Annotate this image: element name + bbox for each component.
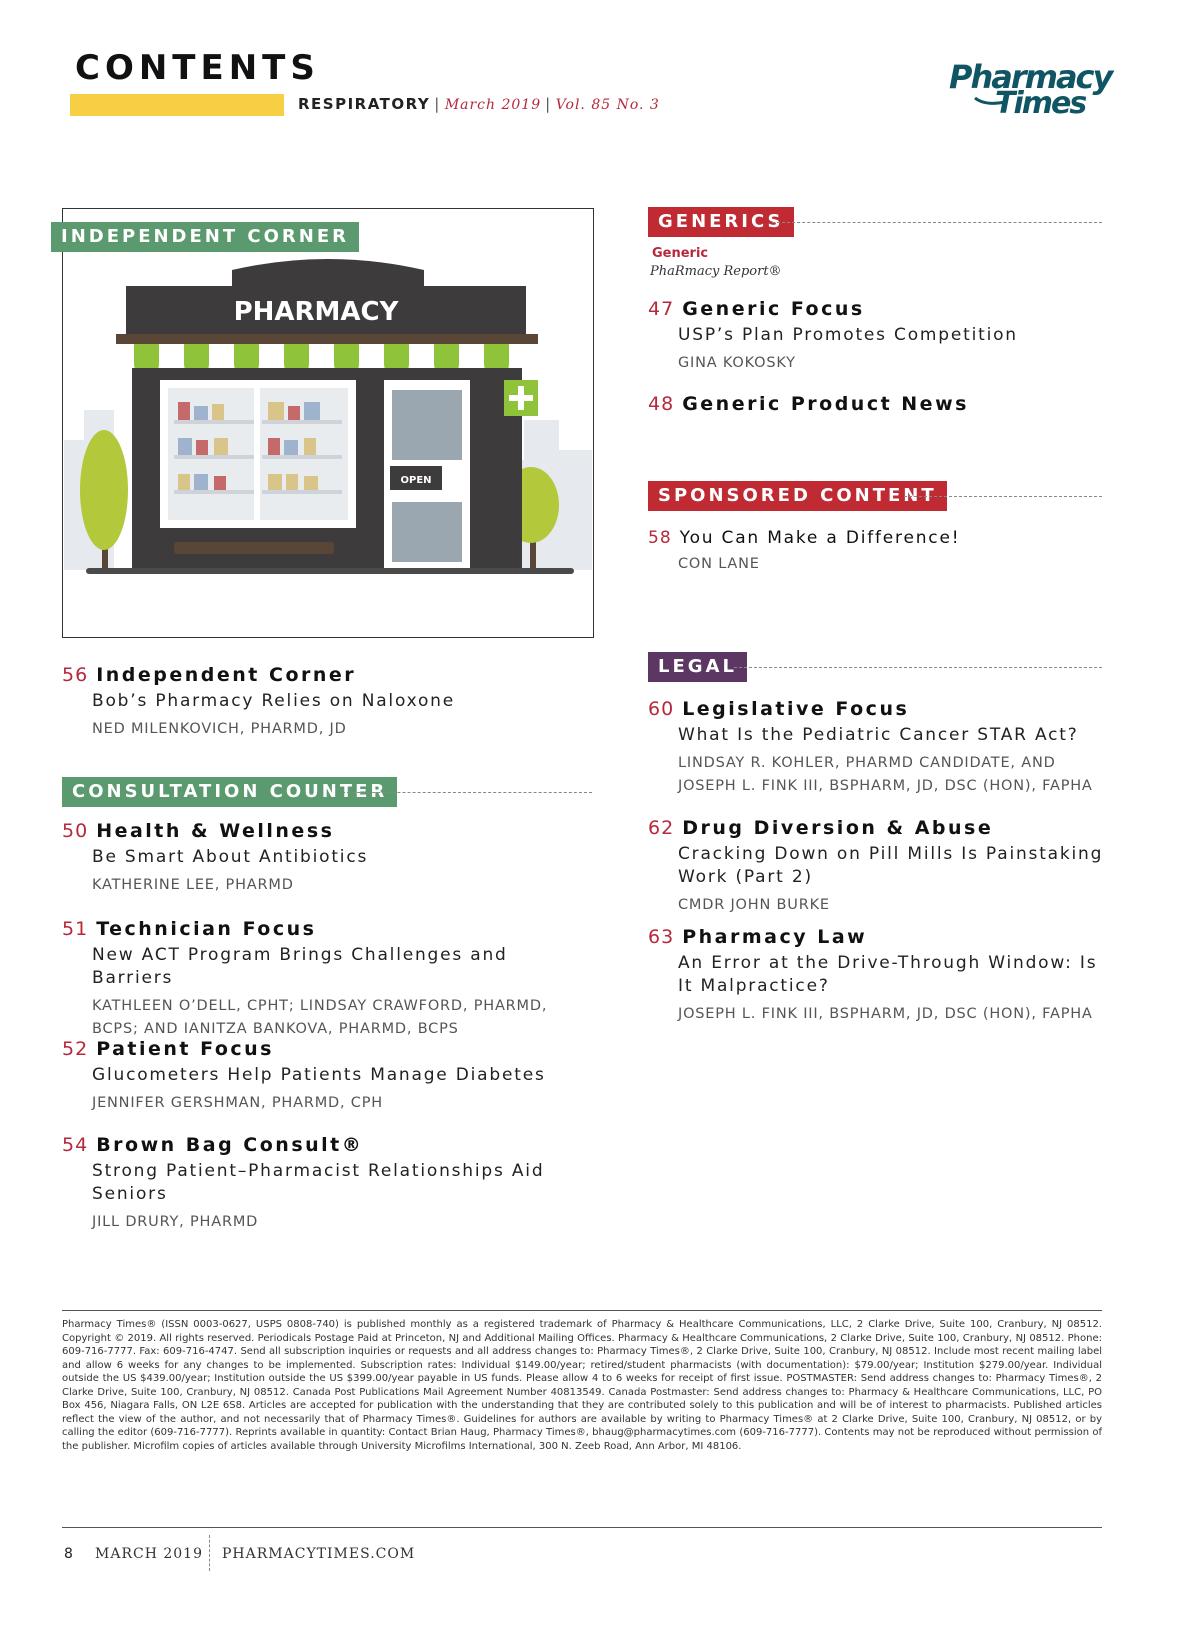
footer-separator [209,1535,210,1571]
entry-page-number: 47 [648,298,675,320]
section-label-sponsored-content: SPONSORED CONTENT [648,481,947,511]
section-divider-generics [772,222,1102,223]
entry-subtitle: Cracking Down on Pill Mills Is Painstaking Work (Part 2) [678,844,1104,887]
issue-line [298,95,660,113]
section-label-generics: GENERICS [648,207,794,237]
entry-subtitle: Glucometers Help Patients Manage Diabetes [92,1065,546,1085]
entry-title: Health & Wellness [96,820,335,842]
toc-entry-pharmacy-law[interactable] [648,926,1108,1026]
logo-line1: Pharmacy [949,58,1112,96]
page-number: 8 [64,1546,73,1562]
entry-author: CON LANE [678,556,760,572]
toc-entry-generic-focus[interactable] [648,298,1168,375]
entry-subtitle: What Is the Pediatric Cancer STAR Act? [678,725,1079,745]
entry-title: Independent Corner [96,664,357,686]
entry-page-number: 63 [648,926,675,948]
entry-title: Generic Product News [682,393,969,415]
entry-author: CMDR JOHN BURKE [678,897,830,913]
roof-arch [232,259,424,290]
footer-date: MARCH 2019 [95,1546,203,1562]
entry-author: KATHERINE LEE, PHARMD [92,877,294,893]
entry-title: Brown Bag Consult® [96,1134,364,1156]
toc-entry-you-can-make-a-difference[interactable] [648,528,1168,576]
section-label-independent-corner: INDEPENDENT CORNER [51,222,359,252]
entry-title: You Can Make a Difference! [679,528,961,548]
entry-author: GINA KOKOSKY [678,355,796,371]
cross-horizontal [509,395,533,401]
entry-author: LINDSAY R. KOHLER, PHARMD CANDIDATE, AND JOSEPH L. FINK III, BSPHARM, JD, DSC (HON), FAPHA [678,755,1093,794]
toc-entry-patient-focus[interactable] [62,1038,582,1115]
issue-date: March 2019 [444,97,542,113]
entry-page-number: 48 [648,393,675,415]
entry-subtitle: New ACT Program Brings Challenges and Barriers [92,945,508,988]
entry-page-number: 50 [62,820,89,842]
toc-entry-technician-focus[interactable] [62,918,582,1041]
title-underline-bar [70,94,284,116]
entry-subtitle: Bob’s Pharmacy Relies on Naloxone [92,691,456,711]
issue-separator: | [434,95,441,113]
generic-report-logo-line1: Generic [652,246,709,261]
generic-report-logo-line2: PhaRmacy Report® [650,264,782,279]
entry-subtitle: USP’s Plan Promotes Competition [678,325,1018,345]
toc-entry-legislative-focus[interactable] [648,698,1108,798]
page-title: CONTENTS [75,48,320,88]
toc-entry-generic-product-news[interactable] [648,393,1168,415]
entry-page-number: 51 [62,918,89,940]
entry-page-number: 54 [62,1134,89,1156]
awning-rail [116,334,538,344]
entry-author: JOSEPH L. FINK III, BSPHARM, JD, DSC (HON), FAPHA [678,1006,1093,1022]
entry-title: Patient Focus [96,1038,274,1060]
issue-separator-2: | [545,95,552,113]
open-sign-text: OPEN [400,475,432,486]
toc-entry-independent-corner[interactable] [62,664,582,741]
section-divider-legal [734,667,1102,668]
entry-title: Pharmacy Law [682,926,868,948]
page-footer-divider [62,1527,1102,1528]
footer-website-link[interactable]: PHARMACYTIMES.COM [222,1546,416,1562]
door-glass-bottom [392,502,462,562]
pharmacy-times-logo [945,58,1125,120]
pharmacy-storefront-illustration [64,230,592,636]
footer-divider [62,1310,1102,1311]
toc-entry-brown-bag-consult[interactable] [62,1134,582,1234]
entry-page-number: 58 [648,528,672,548]
entry-subtitle: Be Smart About Antibiotics [92,847,369,867]
window-planter [174,542,334,554]
section-label-legal: LEGAL [648,652,747,682]
entry-page-number: 62 [648,817,675,839]
entry-title: Drug Diversion & Abuse [682,817,994,839]
entry-author: JILL DRURY, PHARMD [92,1214,259,1230]
entry-author: KATHLEEN O’DELL, CPHT; LINDSAY CRAWFORD, PHARMD, BCPS; AND IANITZA BANKOVA, PHARMD, BCPS [92,998,548,1037]
issue-topic: RESPIRATORY [298,95,431,113]
entry-title: Legislative Focus [682,698,910,720]
logo-line2: Times [995,86,1086,120]
door-glass-top [392,390,462,460]
toc-entry-drug-diversion-abuse[interactable] [648,817,1108,917]
toc-entry-health-wellness[interactable] [62,820,582,897]
publication-legal-notice: Pharmacy Times® (ISSN 0003-0627, USPS 0808-740) is published monthly as a registered trademark of Pharmacy & Healthcare Communications, LLC, 2 Clarke Drive, Suite 100, Cranbury, NJ 08512. Copyright © 2019. All rights reserved. Periodicals Postage Paid at Princeton, NJ and Additional Mailing Offices. Pharmacy & Healthcare Communications, 2 Clarke Drive, Suite 100, Cranbury, NJ 08512. Phone: 609-716-7777. Fax: 609-716-4747. Send all subscription inquiries or requests and all address changes to: Pharmacy Times®, 2 Clarke Drive, Suite 100, Cranbury, NJ 08512. Include most recent mailing label and allow 6 weeks for any changes to be implemented. Subscription rates: Individual $149.00/year; retired/student pharmacists (with documentation): $79.00/year; Institution $279.00/year. Individual outside the US $439.00/year; Institution outside the US $399.00/year payable in US funds. Please allow 4 to 6 weeks for receipt of first issue. POSTMASTER: Send address changes to: Pharmacy Times®, 2 Clarke Drive, Suite 100, Cranbury, NJ 08512. Canada Post Publications Mail Agreement Number 40813549. Canada Postmaster: Send address changes to: Pharmacy & Healthcare Communications, LLC, PO Box 456, Niagara Falls, ON L2E 6S8. Articles are accepted for publication with the understanding that they are contributed solely to this publication and will be of interest to pharmacists. Published articles reflect the view of the author, and not necessarily that of Pharmacy Times®. Guidelines for authors are available by writing to Pharmacy Times® at 2 Clarke Drive, Suite 100, Cranbury, NJ 08512, or by calling the editor (609-716-7777). Reprints available in quantity: Contact Brian Haug, Pharmacy Times®, bhaug@pharmacytimes.com (609-716-7777). Contents may not be reproduced without permission of the publisher. Microfilm copies of articles available through University Microfilms International, 300 N. Zeeb Road, Ann Arbor, MI 48106. [62,1319,1102,1452]
issue-volume: Vol. 85 No. 3 [555,97,660,113]
entry-author: JENNIFER GERSHMAN, PHARMD, CPH [92,1095,383,1111]
section-divider-consultation [342,792,592,793]
section-label-consultation-counter: CONSULTATION COUNTER [62,777,397,807]
entry-page-number: 60 [648,698,675,720]
entry-subtitle: An Error at the Drive-Through Window: Is It Malpractice? [678,953,1098,996]
entry-subtitle: Strong Patient–Pharmacist Relationships Aid Seniors [92,1161,545,1204]
entry-page-number: 52 [62,1038,89,1060]
section-divider-sponsored [904,496,1102,497]
entry-title: Technician Focus [96,918,317,940]
sidewalk [86,568,574,574]
entry-title: Generic Focus [682,298,865,320]
store-sign-text: PHARMACY [233,297,399,327]
window-mullion [254,388,260,520]
entry-page-number: 56 [62,664,89,686]
entry-author: NED MILENKOVICH, PHARMD, JD [92,721,347,737]
